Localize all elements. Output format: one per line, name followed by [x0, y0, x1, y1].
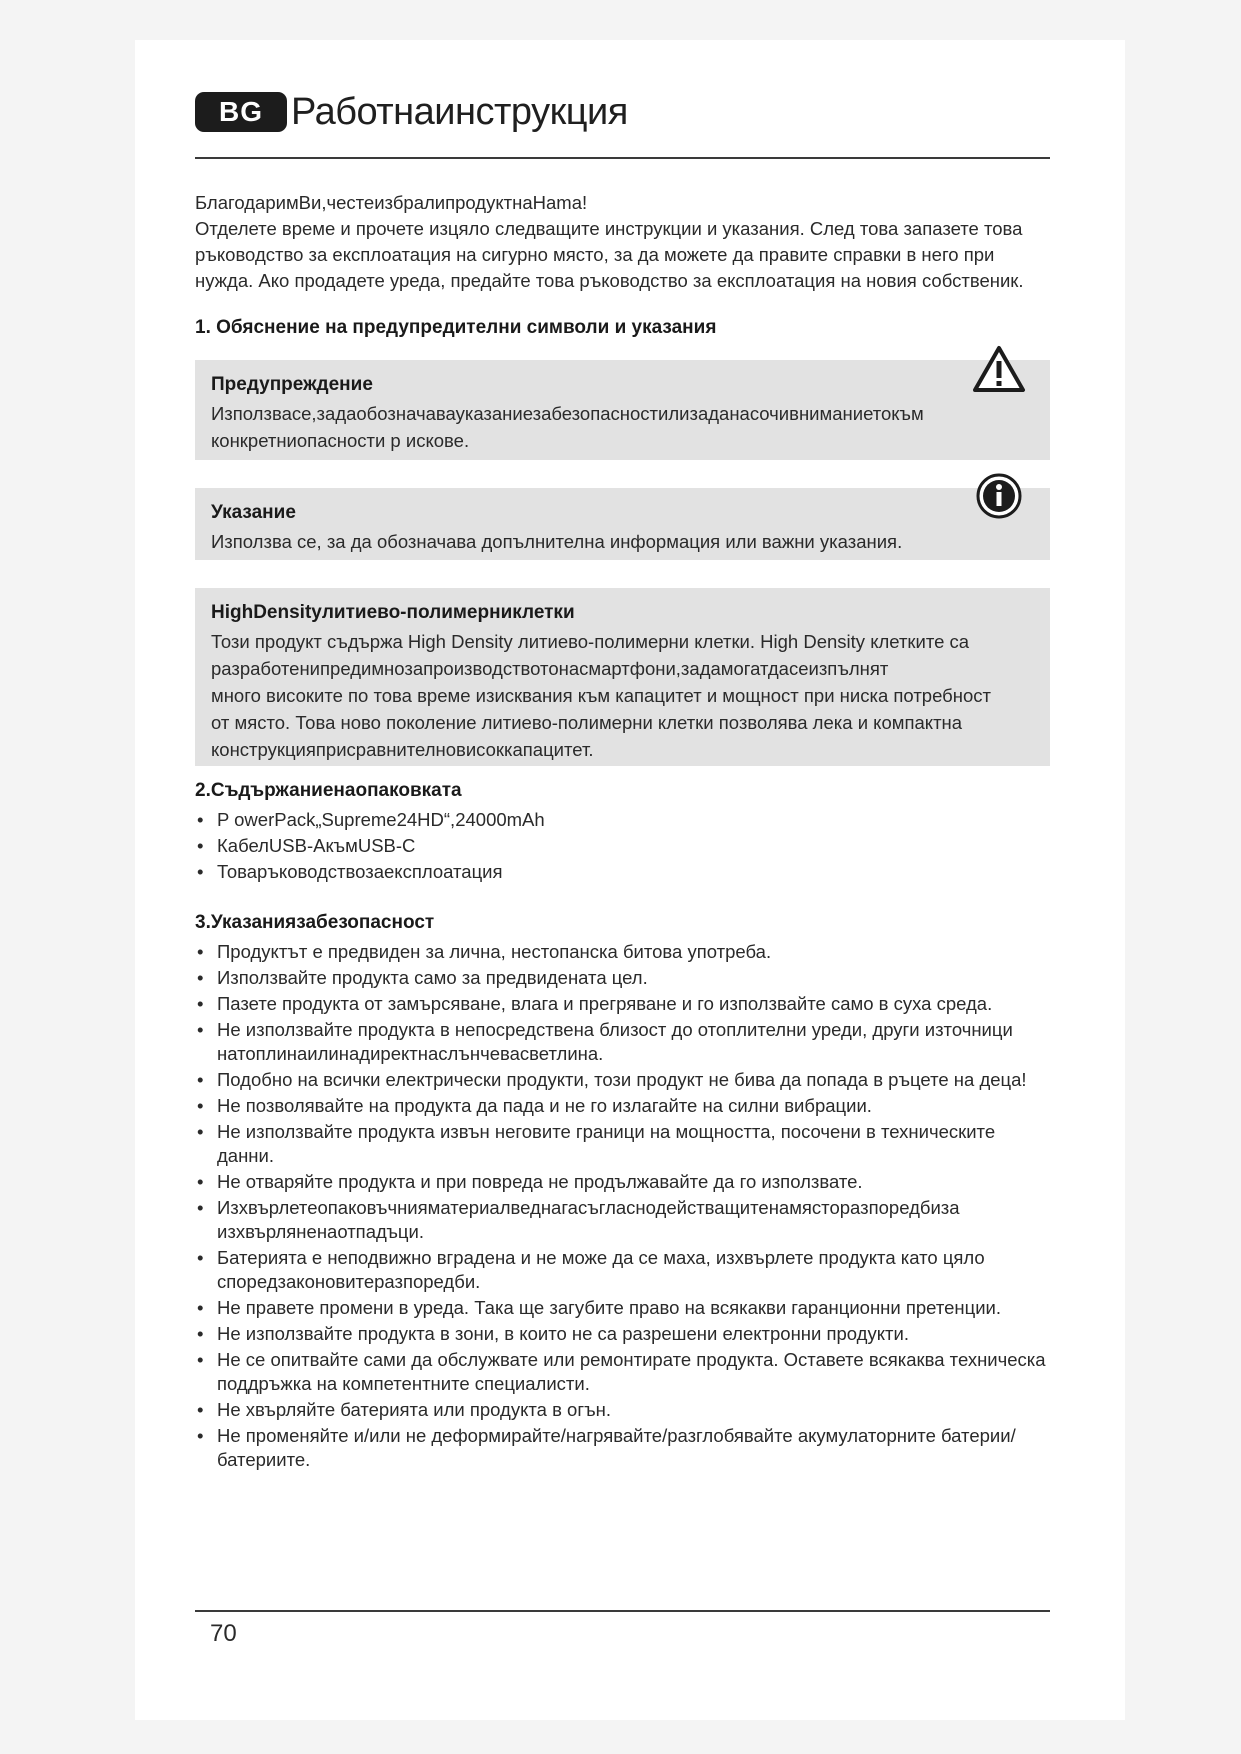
high-density-box: [195, 588, 1050, 766]
high-density-line: конструкцияприсравнителновисоккапацитет.: [211, 739, 594, 760]
language-badge: BG: [195, 92, 287, 132]
list-item: • КабелUSB-АкъмUSB-C: [195, 834, 1055, 858]
list-item: • Товаръководствозаексплоатация: [195, 860, 1055, 884]
list-item: • Пазете продукта от замърсяване, влага и прегряване и го използвайте само в суха среда.: [195, 992, 1055, 1016]
page-number: 70: [210, 1620, 237, 1647]
list-item: • Подобно на всички електрически продукти, този продукт не бива да попада в ръцете на деца!: [195, 1068, 1055, 1092]
high-density-text: [211, 628, 1034, 763]
list-item: • Не правете промени в уреда. Така ще загубите право на всякакви гаранционни претенции.: [195, 1296, 1055, 1320]
note-title: Указание: [211, 502, 296, 523]
list-item: • Не използвайте продукта извън неговите граници на мощността, посочени в техническите данни.: [195, 1120, 1055, 1168]
list-item: • Не хвърляйте батерията или продукта в огън.: [195, 1398, 1055, 1422]
high-density-line: Този продукт съдържа High Density литиево-полимерни клетки. High Density клетките са: [211, 631, 970, 652]
section-2-heading: 2.Съдържаниенаопаковката: [195, 780, 462, 801]
high-density-line: от място. Това ново поколение литиево-полимерни клетки позволява лека и компактна: [211, 712, 963, 733]
warning-text: Използвасе,задаобозначавауказаниезабезопасностилизаданасочивниманиетокъм конкретниопасности р искове.: [211, 403, 924, 451]
list-item: • P owerPack„Supreme24HD“,24000mAh: [195, 808, 1055, 832]
intro-thanks: БлагодаримВи,честеизбралипродуктнаHama!: [195, 192, 588, 213]
section-3-heading: 3.Указаниязабезопасност: [195, 912, 435, 933]
high-density-title: HighDensityлитиево-полимерниклетки: [211, 602, 575, 623]
list-item: • Не използвайте продукта в зони, в които не са разрешени електронни продукти.: [195, 1322, 1055, 1346]
footer-divider: [195, 1610, 1050, 1612]
info-icon: [975, 472, 1023, 520]
intro-body: Отделете време и прочете изцяло следващите инструкции и указания. След това запазете това ръководство за експлоатация на сигурно място, за да можете да правите справки в него при нужда. Ако продадете уреда, предайте това ръководство за експлоатация на новия собственик.: [195, 218, 1024, 291]
list-item: • Продуктът е предвиден за лична, нестопанска битова употреба.: [195, 940, 1055, 964]
list-item: • Не се опитвайте сами да обслужвате или ремонтирате продукта. Оставете всякаква техническа поддръжка на компетентните специалисти.: [195, 1348, 1055, 1396]
list-item: • Не позволявайте на продукта да пада и не го излагайте на силни вибрации.: [195, 1094, 1055, 1118]
package-contents-list: [195, 808, 1055, 886]
section-1-heading: 1. Обяснение на предупредителни символи и указания: [195, 317, 717, 338]
safety-list: [195, 940, 1055, 1474]
high-density-line: разработенипредимнозапроизводствотонасмартфони,задамогатдасеизпълнят: [211, 658, 889, 679]
note-text: Използва се, за да обозначава допълнителна информация или важни указания.: [211, 531, 903, 552]
list-item: • Не променяйте и/или не деформирайте/нагрявайте/разглобявайте акумулаторните батерии/ батериите.: [195, 1424, 1055, 1472]
page-title: Работнаинструкция: [291, 91, 628, 133]
header-divider: [195, 157, 1050, 159]
high-density-line: много високите по това време изисквания към капацитет и мощност при ниска потребност: [211, 685, 991, 706]
list-item: • Не използвайте продукта в непосредствена близост до отоплителни уреди, други източници натоплинаилинадиректнаслънчевасветлина.: [195, 1018, 1055, 1066]
intro-text: [195, 190, 1055, 294]
list-item: • Не отваряйте продукта и при повреда не продължавайте да го използвате.: [195, 1170, 1055, 1194]
list-item: • Използвайте продукта само за предвидената цел.: [195, 966, 1055, 990]
warning-triangle-icon: [972, 344, 1026, 394]
warning-title: Предупреждение: [211, 374, 373, 395]
list-item: • Батерията е неподвижно вградена и не може да се маха, изхвърлете продукта като цяло споредзаконовитеразпоредби.: [195, 1246, 1055, 1294]
list-item: • Изхвърлетеопаковъчнияматериалведнагасъгласнодействащитенамясторазпоредбиза изхвърляненаотпадъци.: [195, 1196, 1055, 1244]
note-box: [195, 488, 1050, 560]
page-header: [195, 90, 1050, 162]
warning-box: [195, 360, 1050, 460]
